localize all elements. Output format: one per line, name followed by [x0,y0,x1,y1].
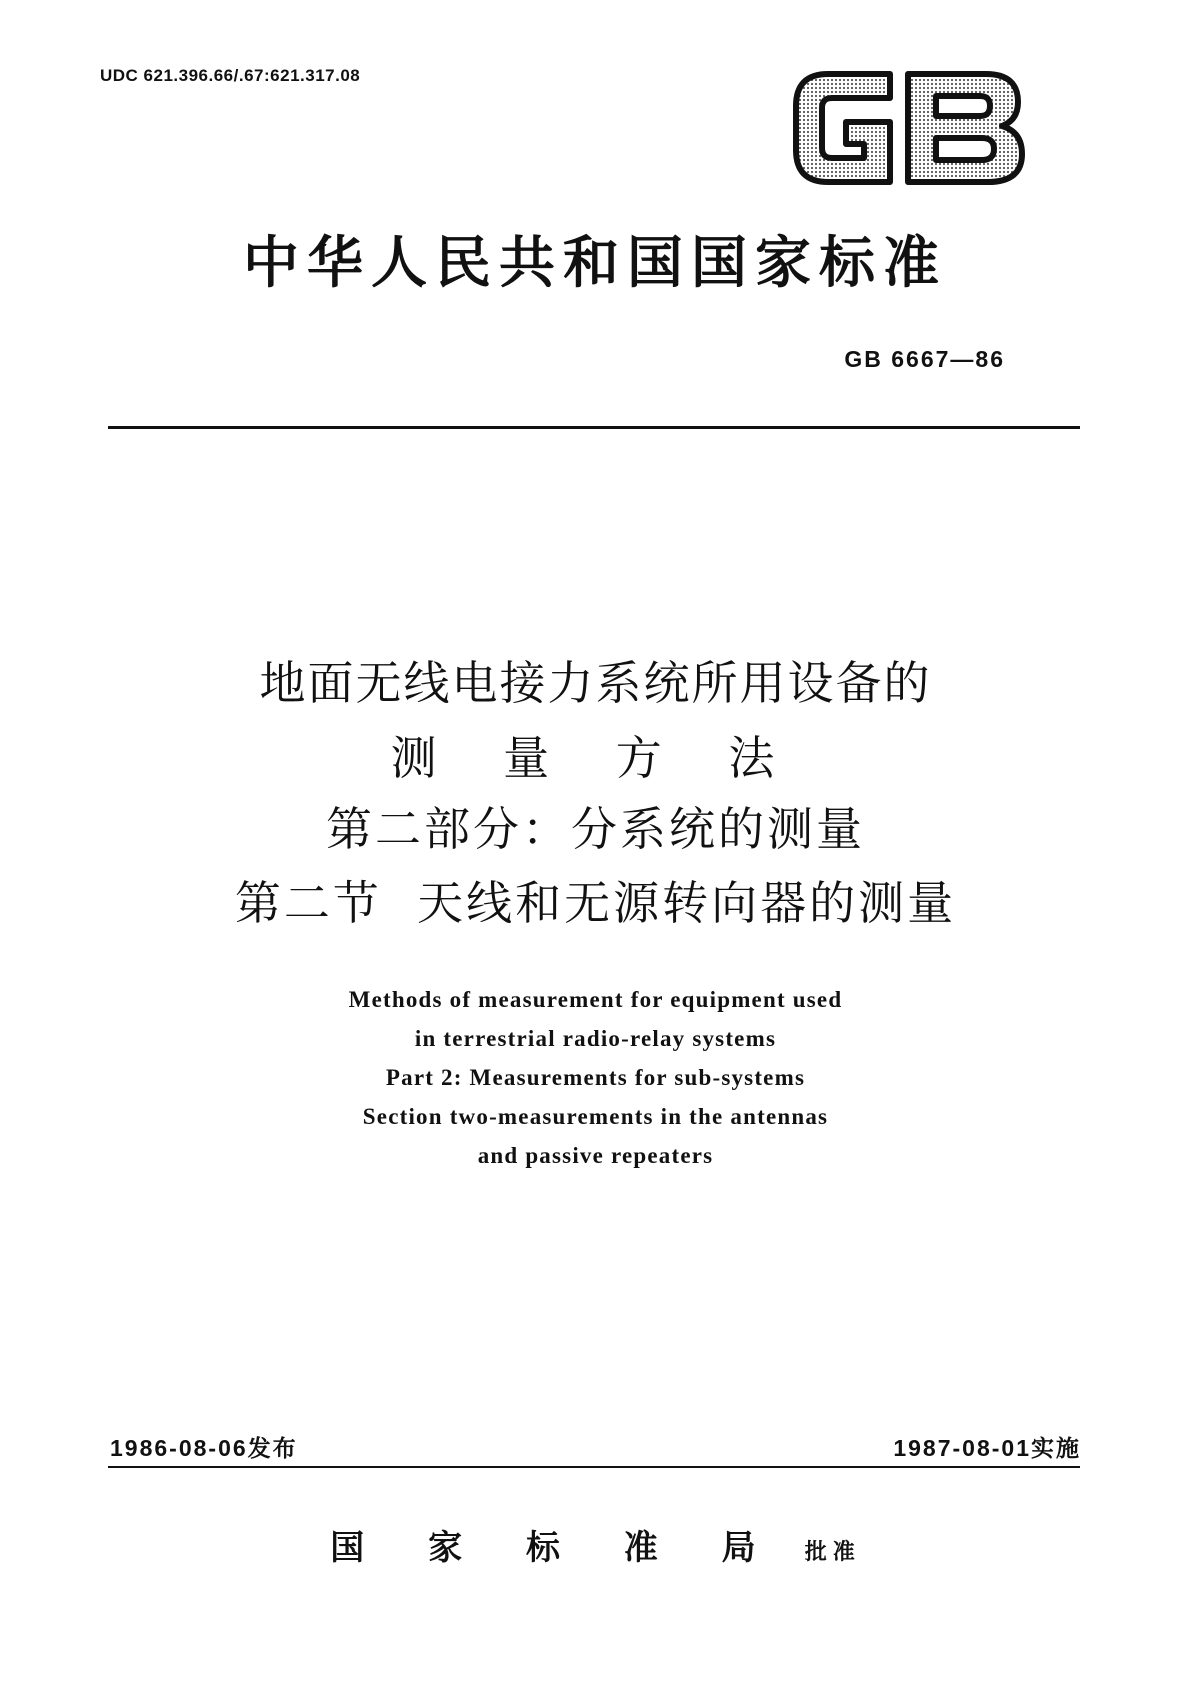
en-title-line-4: Section two-measurements in the antennas [362,1104,829,1129]
en-title-line-5: and passive repeaters [477,1143,714,1168]
approval-line [0,1520,1191,1569]
implementation-date: 1987-08-01实施 [893,1435,1081,1461]
standard-number: GB 6667—86 [844,346,1005,372]
issue-date: 1986-08-06发布 [110,1435,298,1461]
cn-title-line-3: 第二部分：分系统的测量 [326,802,865,856]
approval-action: 批准 [804,1540,861,1565]
bottom-divider [108,1466,1080,1468]
gb-logo-icon [790,66,1030,190]
udc-code: UDC 621.396.66/.67:621.317.08 [100,66,361,85]
cn-title-line-1: 地面无线电接力系统所用设备的 [259,656,932,710]
english-title [0,980,1191,1175]
en-title-line-2: in terrestrial radio-relay systems [414,1026,777,1051]
top-divider [108,426,1080,429]
en-title-line-3: Part 2: Measurements for sub-systems [385,1065,806,1090]
cn-title-line-4: 第二节 天线和无源转向器的测量 [234,876,957,930]
en-title-line-1: Methods of measurement for equipment used [348,987,843,1012]
approving-authority: 国 家 标 准 局 [330,1528,782,1568]
cn-title-line-2: 测 量 方 法 [390,731,801,785]
organization-title: 中华人民共和国国家标准 [243,231,947,296]
